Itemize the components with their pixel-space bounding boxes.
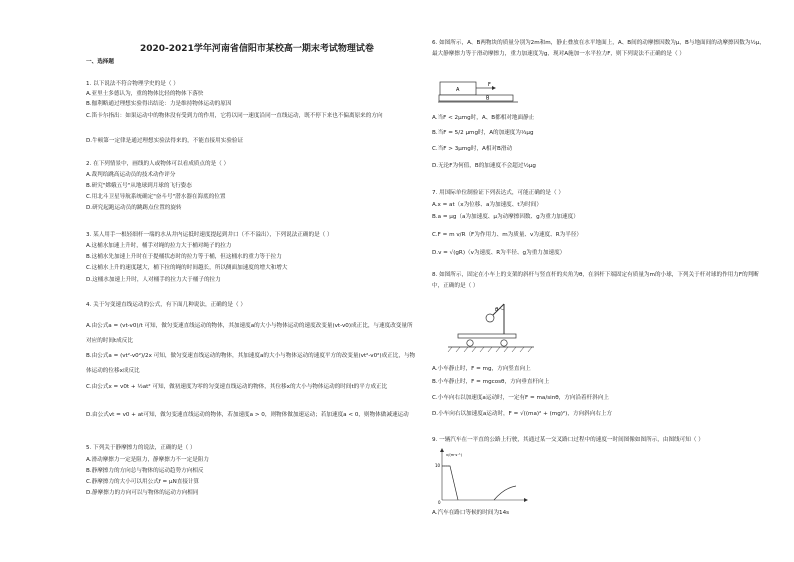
question-8-option-a: A.小车静止时，F = mg，方向竖直向上 (432, 366, 531, 372)
origin-label: 0 (438, 500, 441, 504)
question-5-option-d: D.静摩擦力的方向可以与物体的运动方向相同 (86, 490, 199, 496)
question-5-option-b: B.静摩擦力的方向总与物体的运动趋势方向相反 (86, 468, 204, 474)
question-3-option-b: B.这桶水先加速上升时在于提桶状态时的拉力等于桶，但这桶水的重力等于拉力 (86, 254, 282, 260)
right-column (432, 0, 768, 562)
question-7-option-b: B.a = μg（a为加速度、μ为动摩擦因数、g为重力加速度） (432, 214, 579, 220)
question-6-option-c: C.当F > 3μmg时，A相对B滑动 (432, 146, 513, 152)
angle-arc (500, 308, 504, 310)
question-8-option-b: B.小车静止时，F = mgcosθ，方向垂直杆向上 (432, 379, 550, 385)
velocity-accelerate-curve (494, 486, 516, 500)
question-2-stem: 2. 在下列情景中，画线的人或物体可以看成质点的是（ ） (86, 161, 230, 167)
question-6-option-d: D.无论F为何值，B的加速度不会超过½μg (432, 163, 536, 169)
v-axis-label: v/(m·s⁻¹) (446, 453, 462, 457)
velocity-decelerate-line (442, 466, 458, 500)
left-column (86, 0, 426, 562)
question-3-stem: 3. 某人用手一根轻细杆一端的水从井内运抵时速度提起到井口（不不溢出），下列说法正确的是（ ） (86, 232, 333, 238)
question-6-option-a: A.当F < 2μmg时，A、B都相对地面静止 (432, 115, 535, 121)
question-8-stem: 8. 如图所示，固定在小车上的支架的斜杆与竖直杆的夹角为θ，在斜杆下端固定有质量为m的小球，下列关于杆对球的作用力F的判断中，正确的是（ ） (432, 272, 759, 289)
question-7-stem: 7. 用国际单位制验证下列表达式，可能正确的是（ ） (432, 190, 564, 196)
block-diagram-figure (438, 80, 518, 104)
v-axis-arrowhead (440, 448, 444, 452)
question-8-option-d: D.小车向右以加速度a运动时，F = √((ma)² + (mg)²)，方向斜向右上方 (432, 411, 613, 417)
question-4-option-d: D.由公式vt = v0 + at可知，做匀变速直线运动的物体，若加速度a > 0，则物体做加速运动；若加速度a < 0，则物体做减速运动 (86, 412, 409, 418)
question-4-option-b: B.由公式a = (vt²-v0²)/2x 可知，做匀变速直线运动的物体，其加速度a的大小与物体运动的速度平方的改变量(vt²-v0²)成正比，与物体运动的位移x成反比 (86, 353, 416, 374)
question-1-option-d: D.牛顿第一定律是通过理想实验法得来的，不能直接用实验验证 (86, 138, 244, 144)
question-9-option-a: A.汽车在路口等候的时间为14s (432, 510, 510, 516)
right-wheel (501, 340, 507, 346)
question-2-option-c: C.用北斗卫星导航系统确定"奋斗号"潜水器在海底的位置 (86, 194, 226, 200)
question-3-option-a: A.这桶水加速上升时，桶手对绳的拉力大于桶对绳子的拉力 (86, 243, 232, 249)
question-1-stem: 1. 以下说法不符合物理学史的是（ ） (86, 81, 179, 87)
question-2-option-a: A.裁判给跳高运动员的技术动作评分 (86, 172, 176, 178)
question-4-option-c: C.由公式x = v0t + ½at² 可知，做初速度为零的匀变速直线运动的物体，其位移x的大小与物体运动的时间t的平方成正比 (86, 384, 388, 390)
question-3-option-d: D.这桶水加速上升时，人对桶手的拉力大于桶子的拉力 (86, 277, 221, 283)
label-theta: θ (495, 307, 499, 313)
cart-diagram-figure (446, 292, 538, 360)
question-7-option-c: C.F = m v/R（F为作用力、m为质量、v为速度、R为半径） (432, 232, 583, 238)
question-1-option-b: B.伽利略通过理想实验得出结论：力是维持物体运动的原因 (86, 101, 232, 107)
section-heading: 一、选择题 (86, 59, 114, 65)
label-b: B (486, 95, 490, 102)
question-4-stem: 4. 关于匀变速直线运动的公式，有下面几种说法，正确的是（ ） (86, 302, 246, 308)
ground-hatching (448, 347, 532, 352)
label-a: A (456, 87, 460, 93)
block-b (439, 95, 513, 101)
page-title: 2020-2021学年河南省信阳市某校高一期末考试物理试卷 (140, 44, 374, 54)
v-axis-tick-10: 10 (435, 463, 441, 468)
question-3-option-c: C.这桶水上升的速度越大，桶下拉的绳的时间越长，所以侧面加速度的增大和增大 (86, 265, 288, 271)
force-arrowhead (492, 86, 496, 90)
question-1-option-c: C.笛卡尔指出：如果运动中的物体没有受到力的作用，它将以同一速度沿同一直线运动，既不停下来也不偏离原来的方向 (86, 113, 383, 119)
question-6-stem: 6. 如图所示，A、B两物块的质量分别为2m和m，静止叠放在水平地面上，A、B间的动摩擦因数为μ，B与地面间的动摩擦因数为½μ，最大静摩擦力等于滑动摩擦力，重力加速度为g，现对A施加一水平拉力F，则下列说法不正确的是（ ） (432, 40, 765, 57)
label-f: F (488, 82, 491, 88)
question-9-stem: 9. 一辆汽车在一平直的公路上行驶，其通过某一交叉路口过程中的速度一时间图像如图所示，由图线可知（ ） (432, 437, 704, 443)
left-wheel (467, 340, 473, 346)
question-8-option-c: C.小车向右以加速度a运动时，一定有F = ma/sinθ，方向沿着杆斜向上 (432, 395, 610, 401)
question-7-option-a: A.x = at（x为位移、a为加速度、t为时间） (432, 202, 542, 208)
question-1-option-a: A.亚里士多德认为，重的物体比轻的物体下落快 (86, 91, 204, 97)
t-axis-arrowhead (524, 498, 528, 502)
velocity-time-graph (434, 448, 530, 504)
question-6-option-b: B.当F = 5/2 μmg时，A的加速度为⅓μg (432, 130, 534, 136)
question-2-option-b: B.研究"嫦娥五号"从地球到月球的飞行姿态 (86, 183, 192, 189)
cart-body (458, 334, 516, 338)
question-5-stem: 5. 下列关于静摩擦力的说法，正确的是（ ） (86, 445, 196, 451)
ball (486, 314, 494, 322)
question-7-option-d: D.v = √(gR)（v为速度、R为半径、g为重力加速度） (432, 250, 566, 256)
question-5-option-c: C.静摩擦力的大小可以用公式f = μN直接计算 (86, 479, 200, 485)
question-4-option-a: A.由公式a = (vt-v0)/t 可知，做匀变速直线运动的物体，其加速度a的大小与物体运动的速度改变量(vt-v0)成正比，与速度改变量所对应的时间t成反比 (86, 323, 413, 344)
question-2-option-d: D.研究起跑运动员的跳踢点位置的旋转 (86, 205, 182, 211)
question-5-option-a: A.滑动摩擦力一定是阻力，静摩擦力不一定是阻力 (86, 457, 209, 463)
